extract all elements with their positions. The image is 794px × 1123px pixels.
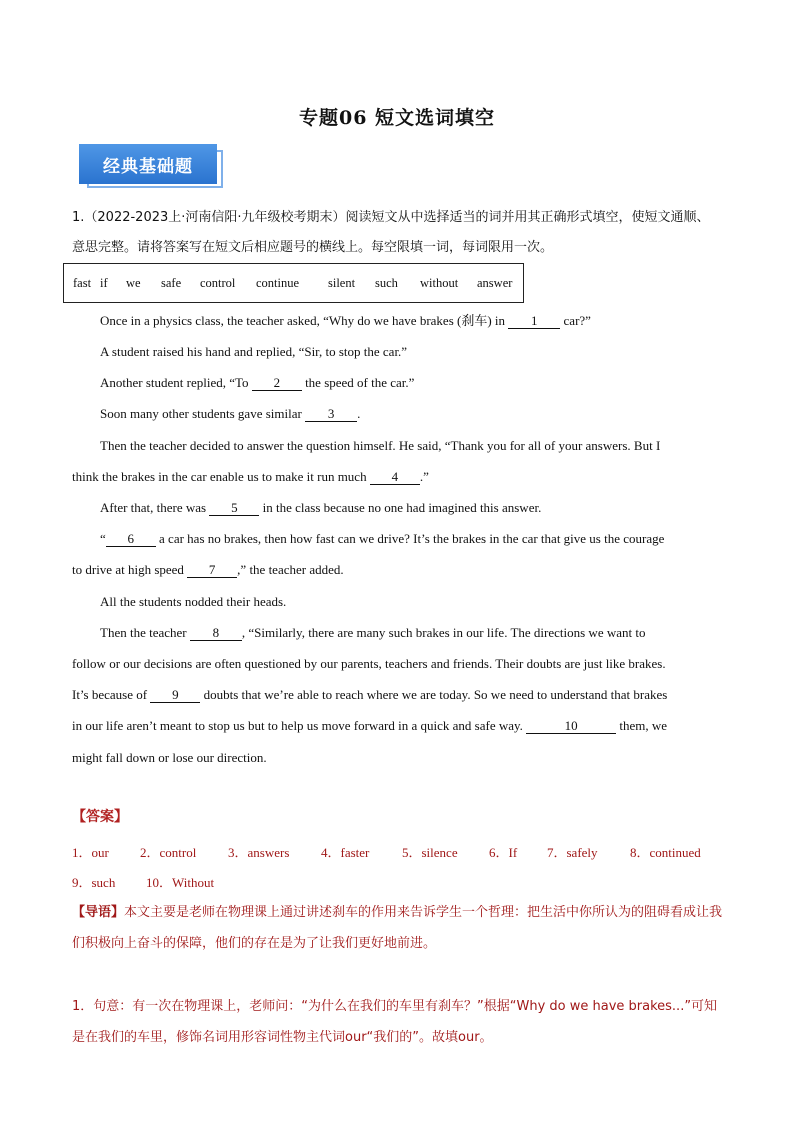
passage-text: It’s because of [72, 687, 151, 702]
word-bank-item: control [200, 276, 236, 290]
passage-text: All the students nodded their heads. [100, 594, 287, 609]
blank-10: 10 [526, 718, 616, 734]
passage-line [72, 710, 722, 741]
banner-label: 经典基础题 [79, 144, 217, 184]
blank-1: 1 [508, 313, 560, 329]
passage-text: Then the teacher [100, 625, 190, 640]
word-bank-item: continue [256, 276, 300, 290]
explanation-item-1: 1．句意：有一次在物理课上，老师问：“为什么在我们的车里有刹车？”根据“Why do we have brakes...”可知是在我们的车里，修饰名词用形容词性物主代词our“我们的”。故填our。 [72, 999, 718, 1045]
passage-line [72, 430, 722, 461]
passage-line [72, 617, 722, 648]
passage-text: A student raised his hand and replied, “Sir, to stop the car.” [100, 344, 408, 359]
passage-text: Another student replied, “To [100, 375, 252, 390]
passage-text: “ [100, 531, 106, 546]
passage-text: in the class because no one had imagined this answer. [259, 500, 542, 515]
word-bank-item: fast [73, 276, 92, 290]
passage-text: Soon many other students gave similar [100, 406, 306, 421]
passage-line [72, 305, 722, 336]
blank-4: 4 [370, 469, 420, 485]
passage-text: ,” the teacher added. [237, 562, 344, 577]
passage-text: follow or our decisions are often questioned by our parents, teachers and friends. Their doubts are just like brakes. [72, 656, 666, 671]
passage-text: them, we [616, 718, 668, 733]
passage-line [72, 523, 722, 554]
passage-line [72, 679, 722, 710]
explanation-intro [72, 897, 724, 959]
passage-text: in our life aren’t meant to stop us but to help us move forward in a quick and safe way. [72, 718, 527, 733]
explanation-text: 本文主要是老师在物理课上通过讲述刹车的作用来告诉学生一个哲理：把生活中你所认为的阻碍看成让我们积极向上奋斗的保障，他们的存在是为了让我们更好地前进。 [72, 905, 723, 951]
passage-line [72, 398, 722, 429]
word-bank-item: without [420, 276, 459, 290]
answer-item: 1．our [72, 845, 109, 860]
passage-text: Once in a physics class, the teacher asked, “Why do we have brakes (刹车) in [100, 313, 509, 328]
blank-7: 7 [187, 562, 237, 578]
passage-line [72, 742, 722, 773]
passage-line [72, 336, 722, 367]
answer-row [72, 872, 732, 892]
passage-text: to drive at high speed [72, 562, 188, 577]
explanation-tag: 【导语】 [72, 905, 125, 920]
answer-item: 2．control [140, 845, 197, 860]
answer-heading: 【答案】 [72, 809, 128, 825]
passage-text: the speed of the car.” [301, 375, 415, 390]
question-instructions: 1.（2022-2023上·河南信阳·九年级校考期末）阅读短文从中选择适当的词并用其正确形式填空，使短文通顺、意思完整。请将答案写在短文后相应题号的横线上。每空限填一词，每词限用一次。 [72, 210, 710, 255]
passage-text: might fall down or lose our direction. [72, 750, 267, 765]
passage-text: . [357, 406, 361, 421]
answer-item: 9．such [72, 875, 116, 890]
blank-3: 3 [305, 406, 357, 422]
answer-item: 4．faster [321, 845, 370, 860]
passage-text: .” [419, 469, 429, 484]
passage-line [72, 367, 722, 398]
answer-item: 3．answers [228, 845, 290, 860]
word-bank-item: such [375, 276, 398, 290]
passage-text: , “Similarly, there are many such brakes in our life. The directions we want to [241, 625, 646, 640]
blank-5: 5 [209, 500, 259, 516]
answer-item: 10．Without [146, 875, 215, 890]
passage-text: Then the teacher decided to answer the question himself. He said, “Thank you for all of your answers. But I [100, 438, 661, 453]
blank-9: 9 [150, 687, 200, 703]
answer-item: 8．continued [630, 845, 701, 860]
page-title: 专题06 短文选词填空 [298, 107, 496, 129]
word-bank [63, 263, 524, 303]
passage-text: After that, there was [100, 500, 210, 515]
answer-row [72, 842, 732, 862]
blank-6: 6 [106, 531, 156, 547]
answer-item: 7．safely [547, 845, 598, 860]
passage-line [72, 586, 722, 617]
passage-text: car?” [560, 313, 591, 328]
passage-line [72, 461, 722, 492]
word-bank-item: safe [161, 276, 182, 290]
word-bank-item: we [126, 276, 141, 290]
passage-text: a car has no brakes, then how fast can we drive? It’s the brakes in the car that give us the courage [155, 531, 665, 546]
passage-text: doubts that we’re able to reach where we are today. So we need to understand that brakes [200, 687, 668, 702]
word-bank-item: silent [328, 276, 356, 290]
passage-text: think the brakes in the car enable us to make it run much [72, 469, 370, 484]
passage-line [72, 554, 722, 585]
section-banner [79, 144, 223, 188]
blank-2: 2 [252, 375, 302, 391]
word-bank-item: answer [477, 276, 513, 290]
answer-item: 5．silence [402, 845, 458, 860]
passage-line [72, 648, 722, 679]
blank-8: 8 [190, 625, 242, 641]
answer-item: 6．If [489, 845, 518, 860]
word-bank-item: if [100, 276, 108, 290]
passage-line [72, 492, 722, 523]
